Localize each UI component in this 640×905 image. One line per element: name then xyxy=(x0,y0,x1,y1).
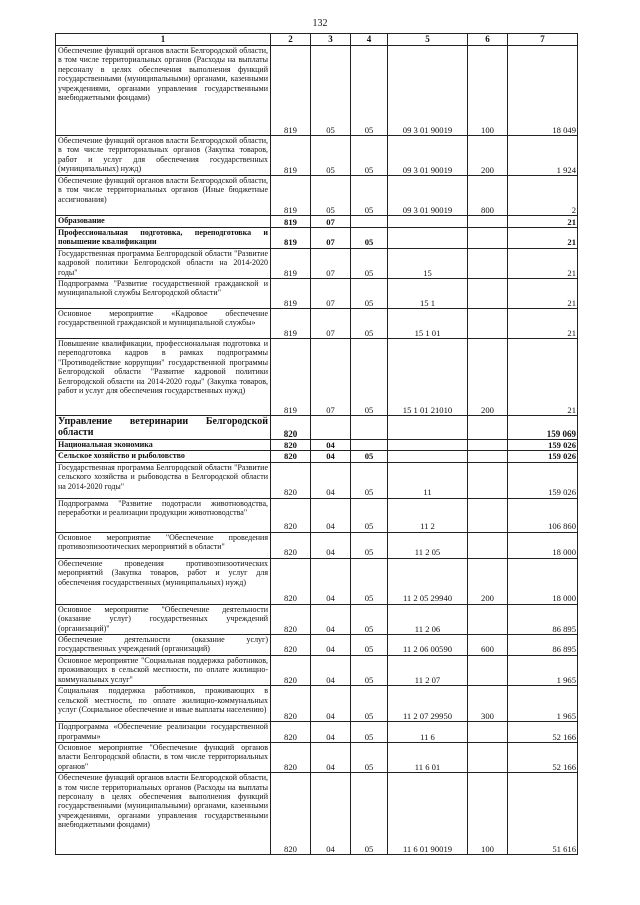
row-name-cell: Национальная экономика xyxy=(56,440,271,451)
row-name-cell: Обеспечение функций органов власти Белгородской области, в том числе территориальных органов (Расходы на выплаты персоналу в целях обеспечения выполнения функций государственными (муниципальными) органами, казенными учреждениями, органами управления государственными внебюджетными фондами) xyxy=(56,773,271,855)
row-target-article-cell: 09 3 01 90019 xyxy=(388,176,468,216)
row-code-cell: 820 xyxy=(271,722,311,743)
row-section-cell: 07 xyxy=(311,248,351,278)
row-target-article-cell: 11 2 05 xyxy=(388,532,468,558)
row-subsection-cell: 05 xyxy=(351,655,388,685)
row-code-cell: 819 xyxy=(271,46,311,136)
row-section-cell: 07 xyxy=(311,309,351,339)
row-amount-cell: 18 000 xyxy=(508,532,578,558)
table-row xyxy=(56,722,578,743)
row-section-cell: 04 xyxy=(311,686,351,722)
row-name-cell: Обеспечение функций органов власти Белгородской области, в том числе территориальных органов (Иные бюджетные ассигнования) xyxy=(56,176,271,216)
row-target-article-cell: 09 3 01 90019 xyxy=(388,136,468,176)
row-expense-type-cell xyxy=(468,462,508,498)
row-target-article-cell: 15 1 01 xyxy=(388,309,468,339)
table-row xyxy=(56,216,578,228)
row-target-article-cell: 11 2 xyxy=(388,498,468,532)
row-name-cell: Профессиональная подготовка, переподготовка и повышение квалификации xyxy=(56,228,271,249)
row-target-article-cell: 15 xyxy=(388,248,468,278)
row-name-cell: Подпрограмма "Развитие подотрасли животноводства, переработки и реализации продукции животноводства" xyxy=(56,498,271,532)
row-name-cell: Основное мероприятие "Обеспечение функций органов власти Белгородской области, в том числе территориальных органов" xyxy=(56,742,271,772)
row-target-article-cell xyxy=(388,440,468,451)
row-expense-type-cell xyxy=(468,722,508,743)
row-subsection-cell: 05 xyxy=(351,339,388,416)
row-amount-cell: 52 166 xyxy=(508,722,578,743)
row-name-cell: Государственная программа Белгородской области "Развитие кадровой политики Белгородской области на 2014-2020 годы" xyxy=(56,248,271,278)
row-amount-cell: 159 069 xyxy=(508,416,578,440)
row-expense-type-cell xyxy=(468,655,508,685)
table-row xyxy=(56,279,578,309)
table-row xyxy=(56,462,578,498)
row-section-cell: 07 xyxy=(311,228,351,249)
row-section-cell xyxy=(311,416,351,440)
row-section-cell: 04 xyxy=(311,440,351,451)
row-amount-cell: 21 xyxy=(508,279,578,309)
row-target-article-cell: 11 2 07 xyxy=(388,655,468,685)
row-section-cell: 05 xyxy=(311,176,351,216)
row-name-cell: Основное мероприятие "Обеспечение деятельности (оказание услуг) государственных учреждений (организаций)" xyxy=(56,604,271,634)
row-code-cell: 820 xyxy=(271,558,311,604)
row-expense-type-cell xyxy=(468,248,508,278)
row-amount-cell: 2 xyxy=(508,176,578,216)
row-section-cell: 04 xyxy=(311,742,351,772)
table-header-row xyxy=(56,34,578,46)
row-code-cell: 820 xyxy=(271,742,311,772)
row-amount-cell: 1 965 xyxy=(508,655,578,685)
row-expense-type-cell xyxy=(468,228,508,249)
row-section-cell: 04 xyxy=(311,498,351,532)
column-header: 6 xyxy=(468,34,508,46)
row-name-cell: Обеспечение функций органов власти Белгородской области, в том числе территориальных органов (Расходы на выплаты персоналу в целях обеспечения выполнения функций государственными (муниципальными) органами, казенными учреждениями, органами управления государственными внебюджетными фондами) xyxy=(56,46,271,136)
row-amount-cell: 159 026 xyxy=(508,451,578,462)
table-row xyxy=(56,416,578,440)
row-target-article-cell: 11 6 01 90019 xyxy=(388,773,468,855)
row-expense-type-cell xyxy=(468,451,508,462)
row-subsection-cell: 05 xyxy=(351,604,388,634)
row-amount-cell: 21 xyxy=(508,228,578,249)
row-code-cell: 820 xyxy=(271,655,311,685)
row-expense-type-cell: 600 xyxy=(468,635,508,656)
row-code-cell: 820 xyxy=(271,532,311,558)
row-section-cell: 04 xyxy=(311,722,351,743)
row-target-article-cell: 15 1 01 21010 xyxy=(388,339,468,416)
row-expense-type-cell: 200 xyxy=(468,558,508,604)
row-amount-cell: 1 924 xyxy=(508,136,578,176)
table-row xyxy=(56,309,578,339)
row-subsection-cell: 05 xyxy=(351,532,388,558)
column-header: 3 xyxy=(311,34,351,46)
row-target-article-cell: 11 6 xyxy=(388,722,468,743)
row-subsection-cell: 05 xyxy=(351,309,388,339)
row-amount-cell: 18 049 xyxy=(508,46,578,136)
row-target-article-cell: 15 1 xyxy=(388,279,468,309)
row-name-cell: Основное мероприятие "Социальная поддержка работников, проживающих в сельской местности, по оплате жилищно-коммунальных услуг" xyxy=(56,655,271,685)
row-subsection-cell: 05 xyxy=(351,498,388,532)
row-subsection-cell: 05 xyxy=(351,773,388,855)
row-amount-cell: 18 000 xyxy=(508,558,578,604)
row-expense-type-cell: 100 xyxy=(468,46,508,136)
row-code-cell: 819 xyxy=(271,279,311,309)
row-target-article-cell: 11 2 05 29940 xyxy=(388,558,468,604)
row-name-cell: Обеспечение проведения противоэпизоотических мероприятий (Закупка товаров, работ и услуг для обеспечения государственных (муниципальных) нужд) xyxy=(56,558,271,604)
row-amount-cell: 159 026 xyxy=(508,462,578,498)
table-row xyxy=(56,176,578,216)
budget-table xyxy=(55,33,578,855)
row-expense-type-cell: 800 xyxy=(468,176,508,216)
row-amount-cell: 106 860 xyxy=(508,498,578,532)
row-subsection-cell: 05 xyxy=(351,742,388,772)
table-row xyxy=(56,558,578,604)
row-section-cell: 04 xyxy=(311,451,351,462)
column-header: 4 xyxy=(351,34,388,46)
row-code-cell: 819 xyxy=(271,216,311,228)
row-subsection-cell: 05 xyxy=(351,228,388,249)
row-name-cell: Образование xyxy=(56,216,271,228)
row-amount-cell: 86 895 xyxy=(508,635,578,656)
row-expense-type-cell xyxy=(468,416,508,440)
row-amount-cell: 159 026 xyxy=(508,440,578,451)
row-subsection-cell: 05 xyxy=(351,558,388,604)
column-header: 1 xyxy=(56,34,271,46)
row-name-cell: Обеспечение функций органов власти Белгородской области, в том числе территориальных органов (Закупка товаров, работ и услуг для обеспечения государственных (муниципальных) нужд) xyxy=(56,136,271,176)
row-target-article-cell xyxy=(388,416,468,440)
row-code-cell: 820 xyxy=(271,635,311,656)
row-expense-type-cell xyxy=(468,279,508,309)
row-code-cell: 820 xyxy=(271,686,311,722)
table-row xyxy=(56,532,578,558)
table-row xyxy=(56,248,578,278)
column-header: 2 xyxy=(271,34,311,46)
row-expense-type-cell xyxy=(468,742,508,772)
row-section-cell: 07 xyxy=(311,339,351,416)
row-subsection-cell xyxy=(351,216,388,228)
row-section-cell: 04 xyxy=(311,635,351,656)
row-name-cell: Государственная программа Белгородской области "Развитие сельского хозяйства и рыбоводства в Белгородской области на 2014-2020 годы" xyxy=(56,462,271,498)
table-row xyxy=(56,228,578,249)
row-target-article-cell: 09 3 01 90019 xyxy=(388,46,468,136)
row-name-cell: Подпрограмма «Обеспечение реализации государственной программы» xyxy=(56,722,271,743)
table-row xyxy=(56,686,578,722)
table-row xyxy=(56,498,578,532)
row-expense-type-cell xyxy=(468,440,508,451)
row-section-cell: 04 xyxy=(311,773,351,855)
row-subsection-cell xyxy=(351,440,388,451)
row-code-cell: 819 xyxy=(271,309,311,339)
row-target-article-cell xyxy=(388,216,468,228)
row-section-cell: 05 xyxy=(311,46,351,136)
row-subsection-cell: 05 xyxy=(351,722,388,743)
row-amount-cell: 21 xyxy=(508,339,578,416)
row-section-cell: 04 xyxy=(311,462,351,498)
page-number: 132 xyxy=(312,18,328,29)
row-code-cell: 820 xyxy=(271,462,311,498)
table-row xyxy=(56,635,578,656)
row-subsection-cell: 05 xyxy=(351,635,388,656)
row-name-cell: Повышение квалификации, профессиональная подготовка и переподготовка кадров в рамках подпрограммы "Противодействие коррупции" государственной программы Белгородской области "Развитие кадровой политики Белгородской области на 2014-2020 годы" (Закупка товаров, работ и услуг для обеспечения государственных нужд) xyxy=(56,339,271,416)
row-name-cell: Основное мероприятие "Обеспечение проведения противоэпизоотических мероприятий в области" xyxy=(56,532,271,558)
row-section-cell: 04 xyxy=(311,655,351,685)
row-amount-cell: 52 166 xyxy=(508,742,578,772)
table-row xyxy=(56,136,578,176)
row-expense-type-cell: 200 xyxy=(468,339,508,416)
row-name-cell: Подпрограмма "Развитие государственной гражданской и муниципальной службы Белгородской области" xyxy=(56,279,271,309)
row-target-article-cell xyxy=(388,451,468,462)
row-name-cell: Управление ветеринарии Белгородской области xyxy=(56,416,271,440)
row-amount-cell: 86 895 xyxy=(508,604,578,634)
row-name-cell: Основное мероприятие «Кадровое обеспечение государственной гражданской и муниципальной службы» xyxy=(56,309,271,339)
row-subsection-cell: 05 xyxy=(351,279,388,309)
row-code-cell: 819 xyxy=(271,176,311,216)
row-amount-cell: 1 965 xyxy=(508,686,578,722)
row-amount-cell: 21 xyxy=(508,248,578,278)
table-row xyxy=(56,655,578,685)
row-code-cell: 820 xyxy=(271,773,311,855)
row-expense-type-cell xyxy=(468,216,508,228)
row-target-article-cell: 11 xyxy=(388,462,468,498)
row-target-article-cell: 11 2 06 xyxy=(388,604,468,634)
row-section-cell: 04 xyxy=(311,532,351,558)
row-code-cell: 820 xyxy=(271,604,311,634)
row-section-cell: 07 xyxy=(311,216,351,228)
table-row xyxy=(56,604,578,634)
row-code-cell: 819 xyxy=(271,248,311,278)
row-code-cell: 819 xyxy=(271,136,311,176)
row-section-cell: 07 xyxy=(311,279,351,309)
row-subsection-cell: 05 xyxy=(351,686,388,722)
table-row xyxy=(56,440,578,451)
row-subsection-cell: 05 xyxy=(351,462,388,498)
row-subsection-cell: 05 xyxy=(351,46,388,136)
row-expense-type-cell xyxy=(468,604,508,634)
row-section-cell: 05 xyxy=(311,136,351,176)
row-subsection-cell: 05 xyxy=(351,176,388,216)
row-expense-type-cell xyxy=(468,309,508,339)
row-subsection-cell: 05 xyxy=(351,451,388,462)
table-row xyxy=(56,451,578,462)
row-code-cell: 820 xyxy=(271,451,311,462)
row-subsection-cell: 05 xyxy=(351,248,388,278)
row-name-cell: Социальная поддержка работников, проживающих в сельской местности, по оплате жилищно-коммунальных услуг (Социальное обеспечение и иные выплаты населению) xyxy=(56,686,271,722)
row-code-cell: 819 xyxy=(271,339,311,416)
row-code-cell: 820 xyxy=(271,440,311,451)
row-expense-type-cell: 300 xyxy=(468,686,508,722)
row-name-cell: Сельское хозяйство и рыболовство xyxy=(56,451,271,462)
row-expense-type-cell: 200 xyxy=(468,136,508,176)
table-row xyxy=(56,773,578,855)
row-target-article-cell: 11 2 07 29950 xyxy=(388,686,468,722)
row-target-article-cell: 11 2 06 00590 xyxy=(388,635,468,656)
row-name-cell: Обеспечение деятельности (оказание услуг) государственных учреждений (организаций) xyxy=(56,635,271,656)
row-subsection-cell: 05 xyxy=(351,136,388,176)
column-header: 7 xyxy=(508,34,578,46)
row-target-article-cell: 11 6 01 xyxy=(388,742,468,772)
column-header: 5 xyxy=(388,34,468,46)
row-amount-cell: 21 xyxy=(508,309,578,339)
row-expense-type-cell xyxy=(468,532,508,558)
row-expense-type-cell xyxy=(468,498,508,532)
row-amount-cell: 21 xyxy=(508,216,578,228)
row-code-cell: 820 xyxy=(271,498,311,532)
table-row xyxy=(56,46,578,136)
row-code-cell: 820 xyxy=(271,416,311,440)
row-section-cell: 04 xyxy=(311,558,351,604)
row-subsection-cell xyxy=(351,416,388,440)
row-code-cell: 819 xyxy=(271,228,311,249)
row-section-cell: 04 xyxy=(311,604,351,634)
row-amount-cell: 51 616 xyxy=(508,773,578,855)
table-row xyxy=(56,339,578,416)
table-row xyxy=(56,742,578,772)
row-expense-type-cell: 100 xyxy=(468,773,508,855)
row-target-article-cell xyxy=(388,228,468,249)
